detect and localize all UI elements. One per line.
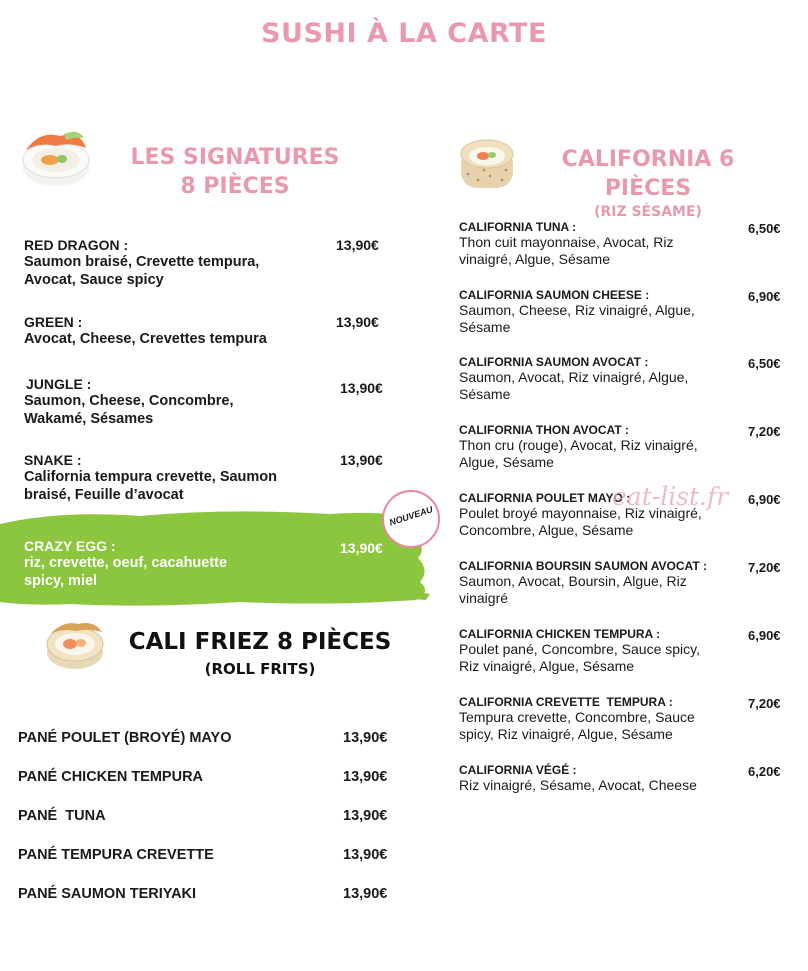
cali-friez-subtitle: (ROLL FRITS) xyxy=(204,659,316,678)
watermark: eat-list.fr xyxy=(612,482,729,511)
item-price: 7,20€ xyxy=(748,424,781,439)
item-price: 6,50€ xyxy=(748,356,781,371)
menu-item xyxy=(459,288,789,336)
menu-item xyxy=(459,220,789,268)
item-price: 13,90€ xyxy=(340,452,383,468)
item-price: 7,20€ xyxy=(748,696,781,711)
item-description: Avocat, Cheese, Crevettes tempura xyxy=(24,331,267,347)
menu-item xyxy=(24,452,404,504)
list-item xyxy=(18,847,398,863)
item-name: GREEN : xyxy=(24,314,83,330)
item-name: CALIFORNIA CHICKEN TEMPURA : xyxy=(459,627,661,641)
item-price: 13,90€ xyxy=(336,314,379,330)
new-badge-label: NOUVEAU xyxy=(388,504,434,528)
sushi-roll-icon xyxy=(20,128,92,190)
item-description: Thon cuit mayonnaise, Avocat, Riz vinaigré, Algue, Sésame xyxy=(459,234,674,267)
list-item xyxy=(18,808,398,824)
item-price: 13,90€ xyxy=(340,380,383,396)
item-price: 13,90€ xyxy=(343,847,388,863)
item-name: CALIFORNIA SAUMON CHEESE : xyxy=(459,288,650,302)
item-description: Saumon braisé, Crevette tempura, Avocat, Sauce spicy xyxy=(24,254,260,288)
item-description: Tempura crevette, Concombre, Sauce spicy, Riz vinaigré, Algue, Sésame xyxy=(459,709,695,742)
cali-friez-title: CALI FRIEZ 8 PIÈCES xyxy=(128,629,392,655)
item-price: 6,90€ xyxy=(748,492,781,507)
item-price: 13,90€ xyxy=(343,730,388,746)
item-price: 13,90€ xyxy=(343,808,388,824)
item-price: 13,90€ xyxy=(343,886,388,902)
item-name: PANÉ TUNA xyxy=(18,808,106,824)
page-title: SUSHI À LA CARTE xyxy=(261,18,547,49)
item-description: Saumon, Avocat, Boursin, Algue, Riz vinaigré xyxy=(459,573,687,606)
menu-item xyxy=(24,376,404,428)
menu-item xyxy=(459,423,789,471)
california-subtitle: (RIZ SÉSAME) xyxy=(594,204,702,221)
item-name: CALIFORNIA POULET MAYO : xyxy=(459,491,631,505)
item-name: CALIFORNIA THON AVOCAT : xyxy=(459,423,629,437)
item-name: CRAZY EGG : xyxy=(24,538,116,554)
new-badge xyxy=(382,490,440,548)
item-name: CALIFORNIA TUNA : xyxy=(459,220,577,234)
item-name: PANÉ CHICKEN TEMPURA xyxy=(18,769,204,785)
item-price: 13,90€ xyxy=(336,237,379,253)
menu-item-featured xyxy=(24,538,404,590)
item-name: JUNGLE : xyxy=(26,376,92,392)
item-price: 6,90€ xyxy=(748,628,781,643)
item-price: 6,90€ xyxy=(748,289,781,304)
list-item xyxy=(18,769,398,785)
menu-item xyxy=(459,763,789,794)
item-description: Saumon, Avocat, Riz vinaigré, Algue, Sésame xyxy=(459,369,689,402)
menu-item xyxy=(459,695,789,743)
signatures-title: LES SIGNATURES xyxy=(130,145,340,170)
item-description: Poulet pané, Concombre, Sauce spicy, Riz vinaigré, Algue, Sésame xyxy=(459,641,700,674)
item-name: PANÉ TEMPURA CREVETTE xyxy=(18,847,214,863)
menu-item xyxy=(24,314,404,348)
item-description: Thon cru (rouge), Avocat, Riz vinaigré, Algue, Sésame xyxy=(459,437,698,470)
item-name: SNAKE : xyxy=(24,452,82,468)
signatures-subtitle: 8 PIÈCES xyxy=(180,173,290,199)
item-name: CALIFORNIA BOURSIN SAUMON AVOCAT : xyxy=(459,559,707,573)
california-title: CALIFORNIA 6 PIÈCES xyxy=(561,147,735,201)
item-name: CALIFORNIA SAUMON AVOCAT : xyxy=(459,355,649,369)
item-price: 6,50€ xyxy=(748,221,781,236)
item-description: California tempura crevette, Saumon braisé, Feuille d’avocat xyxy=(24,469,278,503)
item-name: CALIFORNIA VÉGÉ : xyxy=(459,763,577,777)
item-price: 13,90€ xyxy=(343,769,388,785)
item-description: spicy, miel xyxy=(24,573,98,589)
item-price: 13,90€ xyxy=(340,540,383,556)
sesame-roll-icon xyxy=(456,134,518,198)
item-description: riz, crevette, oeuf, cacahuette xyxy=(24,555,228,571)
item-description: Saumon, Cheese, Riz vinaigré, Algue, Sésame xyxy=(459,302,695,335)
item-name: PANÉ SAUMON TERIYAKI xyxy=(18,886,197,902)
item-name: RED DRAGON : xyxy=(24,237,129,253)
item-name: CALIFORNIA CREVETTE TEMPURA : xyxy=(459,695,673,709)
fried-roll-icon xyxy=(44,616,106,672)
menu-item xyxy=(459,627,789,675)
menu-item xyxy=(459,559,789,607)
item-price: 6,20€ xyxy=(748,764,781,779)
item-name: PANÉ POULET (BROYÉ) MAYO xyxy=(18,730,232,746)
list-item xyxy=(18,730,398,746)
item-description: Saumon, Cheese, Concombre, Wakamé, Sésames xyxy=(24,393,234,427)
item-description: Poulet broyé mayonnaise, Riz vinaigré, Concombre, Algue, Sésame xyxy=(459,505,702,538)
menu-item xyxy=(24,237,404,289)
menu-item xyxy=(459,355,789,403)
item-price: 7,20€ xyxy=(748,560,781,575)
item-description: Riz vinaigré, Sésame, Avocat, Cheese xyxy=(459,777,697,793)
list-item xyxy=(18,886,398,902)
